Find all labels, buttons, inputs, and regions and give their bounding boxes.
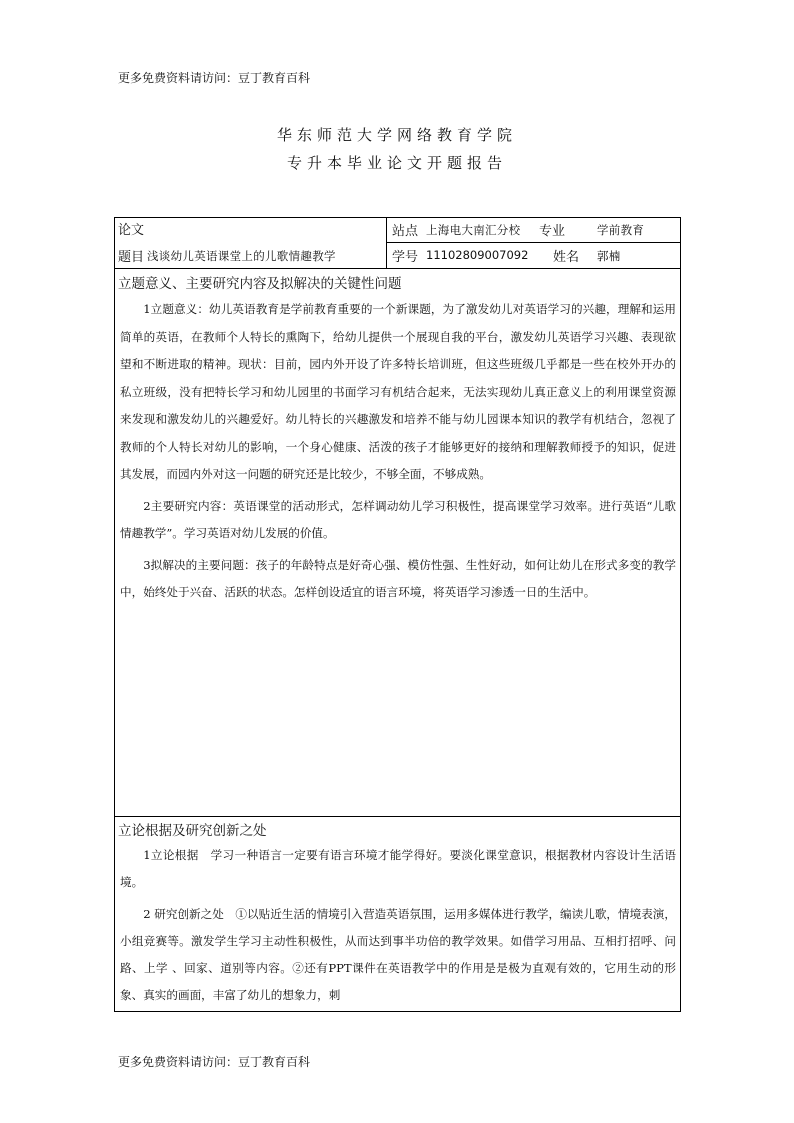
section2-paragraph-1: 1立论根据 学习一种语言一定要有语言环境才能学得好。要淡化课堂意识，根据教材内容设计生活语境。: [120, 848, 676, 890]
section2-paragraph-2: 2 研究创新之处 ①以贴近生活的情境引入营造英语氛围，运用多媒体进行教学，编读儿歌，情境表演，小组竞赛等。激发学生学习主动性积极性，从而达到事半功倍的教学效果。如借学习用品、互相打招呼、问路、上学 、回家、道别等内容。②还有PPT课件在英语教学中的作用是是极为直观有效的，它用生动的形象、真实的画面，丰富了幼儿的想象力，刺: [120, 906, 676, 1003]
header-note: 更多免费资料请访问：豆丁教育百科: [118, 71, 311, 85]
section2-body: [120, 842, 676, 1014]
row-divider-right: [386, 242, 681, 243]
section2-title: 立论根据及研究创新之处: [118, 823, 267, 839]
institution-title: 华东师范大学网络教育学院: [276, 126, 517, 144]
label-station: 站点: [392, 224, 419, 239]
footer-note: 更多免费资料请访问：豆丁教育百科: [118, 1055, 311, 1069]
label-major: 专业: [539, 224, 566, 239]
label-student-no: 学号: [392, 250, 419, 265]
name-value: 郭楠: [597, 249, 621, 263]
thesis-title-value: 浅谈幼儿英语课堂上的儿歌情趣教学: [147, 249, 336, 263]
report-title: 专升本毕业论文开题报告: [286, 154, 507, 172]
section1-paragraph-2: 2主要研究内容：英语课堂的活动形式，怎样调动幼儿学习积极性，提高课堂学习效率。进行英语“儿歌情趣教学”。学习英语对幼儿发展的价值。: [120, 498, 676, 540]
station-value: 上海电大南汇分校: [426, 223, 521, 237]
section1-paragraph-1: 1立题意义：幼儿英语教育是学前教育重要的一个新课题，为了激发幼儿对英语学习的兴趣，理解和运用简单的英语，在教师个人特长的熏陶下，给幼儿提供一个展现自我的平台，激发幼儿英语学习兴趣、表现欲望和不断进取的精神。现状：目前，园内外开设了许多特长培训班，但这些班级几乎都是一些在校外开办的私立班级，没有把特长学习和幼儿园里的书面学习有机结合起来，无法实现幼儿真正意义上的利用课堂资源来发现和激发幼儿的兴趣爱好。幼儿特长的兴趣激发和培养不能与幼儿园课本知识的教学有机结合，忽视了教师的个人特长对幼儿的影响，一个身心健康、活泼的孩子才能够更好的接纳和理解教师授予的知识，促进其发展，而园内外对这一问题的研究还是比较少，不够全面，不够成熟。: [120, 302, 676, 481]
label-timu: 题目: [118, 250, 145, 265]
label-name: 姓名: [553, 250, 580, 265]
student-no-value: 11102809007092: [426, 248, 529, 262]
section1-paragraph-3: 3拟解决的主要问题：孩子的年龄特点是好奇心强、模仿性强、生性好动，如何让幼儿在形式多变的教学中，始终处于兴奋、活跃的状态。怎样创设适宜的语言环境，将英语学习渗透一日的生活中。: [120, 557, 676, 599]
section1-title: 立题意义、主要研究内容及拟解决的关键性问题: [118, 276, 402, 292]
label-lunwen: 论文: [118, 223, 145, 238]
row-divider-section: [114, 816, 681, 817]
major-value: 学前教育: [597, 223, 645, 237]
row-divider-form: [114, 268, 681, 269]
section1-body: [120, 296, 676, 611]
